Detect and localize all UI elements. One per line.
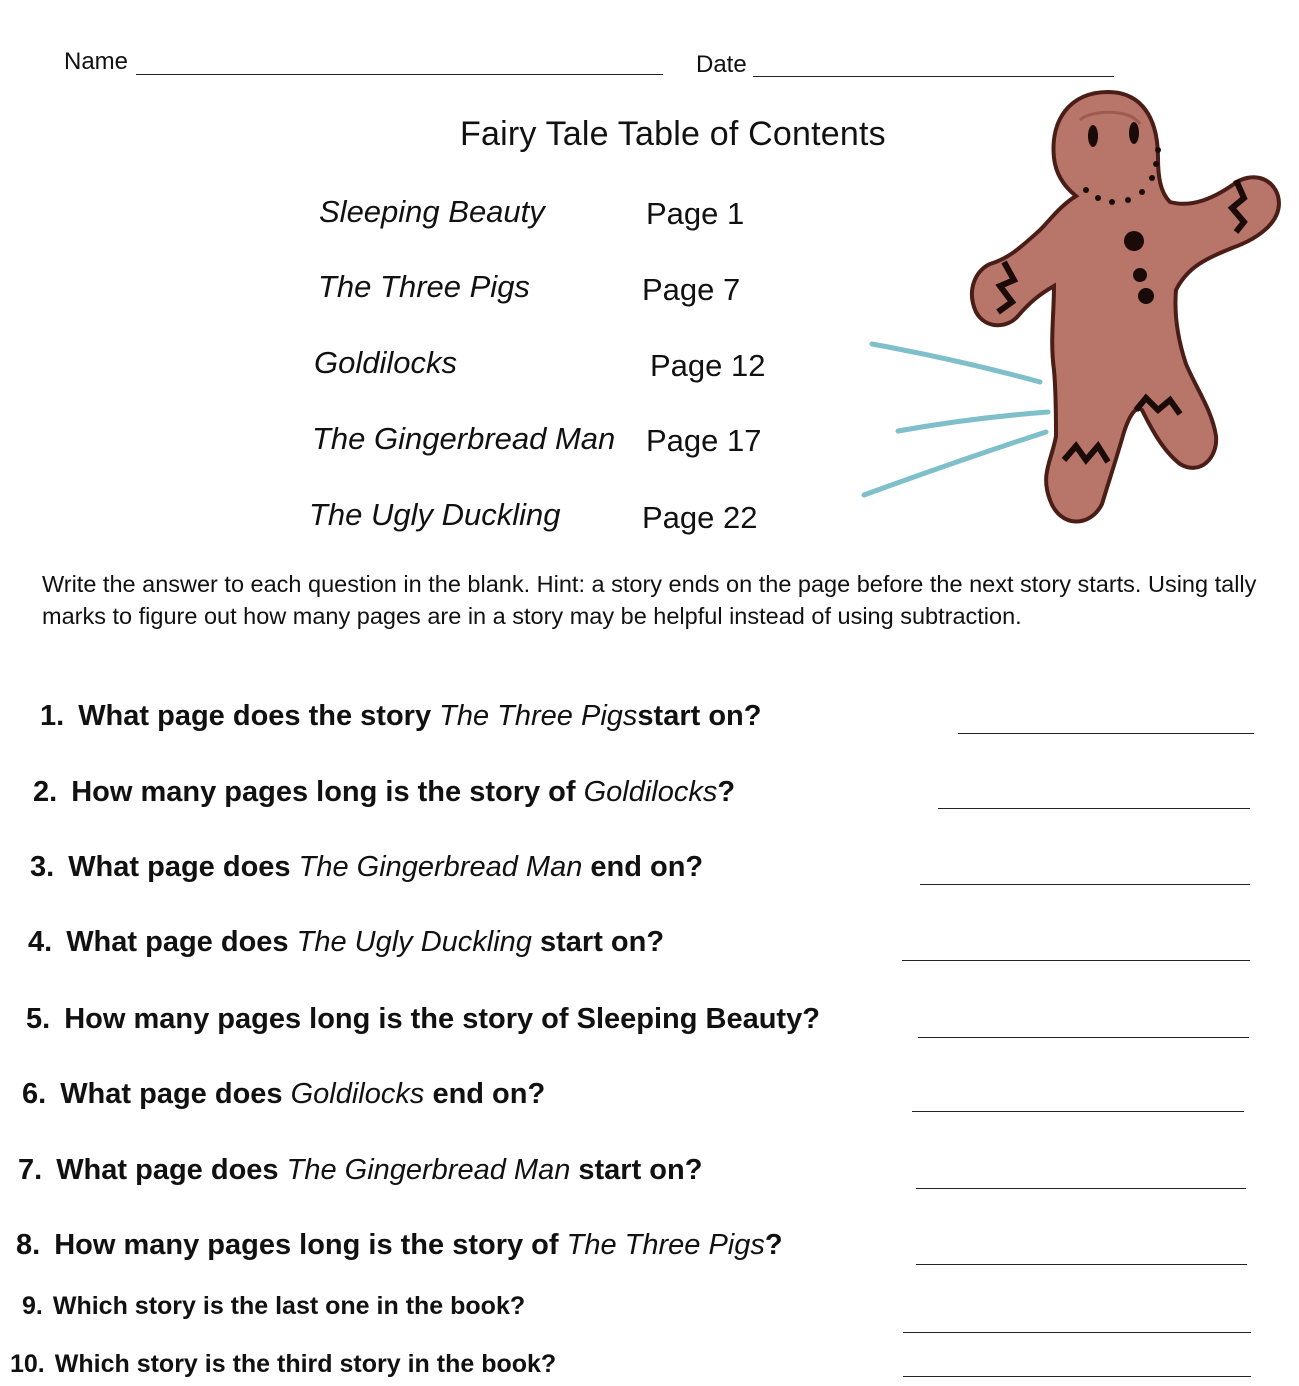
name-field[interactable] bbox=[136, 74, 663, 75]
answer-blank-1[interactable] bbox=[958, 733, 1254, 734]
question-number: 9. bbox=[22, 1292, 43, 1320]
question-2: 2. How many pages long is the story of Goldilocks? bbox=[33, 776, 736, 808]
question-number: 3. bbox=[30, 851, 55, 883]
question-number: 7. bbox=[18, 1154, 43, 1186]
question-8: 8. How many pages long is the story of The Three Pigs? bbox=[16, 1229, 783, 1261]
toc-page-number: Page 22 bbox=[642, 500, 758, 535]
date-label: Date bbox=[696, 51, 747, 78]
question-4: 4. What page does The Ugly Duckling start on? bbox=[28, 926, 665, 958]
toc-page-number: Page 17 bbox=[646, 423, 762, 458]
cookie-body bbox=[972, 92, 1279, 522]
question-number: 10. bbox=[10, 1350, 45, 1378]
answer-blank-10[interactable] bbox=[903, 1376, 1251, 1377]
answer-blank-6[interactable] bbox=[912, 1111, 1244, 1112]
question-number: 1. bbox=[40, 700, 65, 732]
answer-blank-5[interactable] bbox=[918, 1037, 1249, 1038]
toc-story-title: The Three Pigs bbox=[318, 269, 530, 304]
left-eye bbox=[1088, 125, 1098, 147]
page-title: Fairy Tale Table of Contents bbox=[460, 115, 886, 153]
question-1: 1. What page does the story The Three Pigsstart on? bbox=[40, 700, 762, 732]
answer-blank-7[interactable] bbox=[916, 1188, 1246, 1189]
toc-story-title: The Ugly Duckling bbox=[309, 497, 561, 532]
toc-page-number: Page 1 bbox=[646, 196, 745, 231]
gingerbread-man-illustration bbox=[840, 80, 1299, 550]
motion-lines bbox=[864, 344, 1048, 495]
right-eye bbox=[1129, 122, 1139, 144]
question-3: 3. What page does The Gingerbread Man end on? bbox=[30, 851, 704, 883]
question-5: 5. How many pages long is the story of Sleeping Beauty? bbox=[26, 1003, 820, 1035]
toc-story-title: Goldilocks bbox=[314, 345, 457, 380]
answer-blank-2[interactable] bbox=[938, 808, 1250, 809]
name-label: Name bbox=[64, 48, 129, 75]
toc-page-number: Page 12 bbox=[650, 348, 766, 383]
question-number: 2. bbox=[33, 776, 58, 808]
answer-blank-9[interactable] bbox=[903, 1332, 1251, 1333]
toc-story-title: The Gingerbread Man bbox=[312, 421, 616, 456]
question-number: 6. bbox=[22, 1078, 47, 1110]
toc-page-number: Page 7 bbox=[642, 272, 741, 307]
question-number: 5. bbox=[26, 1003, 51, 1035]
question-10: 10. Which story is the third story in the book? bbox=[10, 1350, 557, 1378]
question-number: 8. bbox=[16, 1229, 41, 1261]
question-6: 6. What page does Goldilocks end on? bbox=[22, 1078, 546, 1110]
answer-blank-8[interactable] bbox=[916, 1264, 1247, 1265]
instructions: Write the answer to each question in the blank. Hint: a story ends on the page before the next story starts. Using tally marks to figure out how many pages are in a story may be helpful instead of using subtraction. bbox=[42, 571, 1257, 629]
date-field[interactable] bbox=[753, 76, 1114, 77]
question-9: 9. Which story is the last one in the book? bbox=[22, 1292, 526, 1320]
answer-blank-3[interactable] bbox=[920, 884, 1250, 885]
question-7: 7. What page does The Gingerbread Man start on? bbox=[18, 1154, 703, 1186]
toc-story-title: Sleeping Beauty bbox=[319, 194, 545, 229]
answer-blank-4[interactable] bbox=[902, 960, 1250, 961]
question-number: 4. bbox=[28, 926, 53, 958]
